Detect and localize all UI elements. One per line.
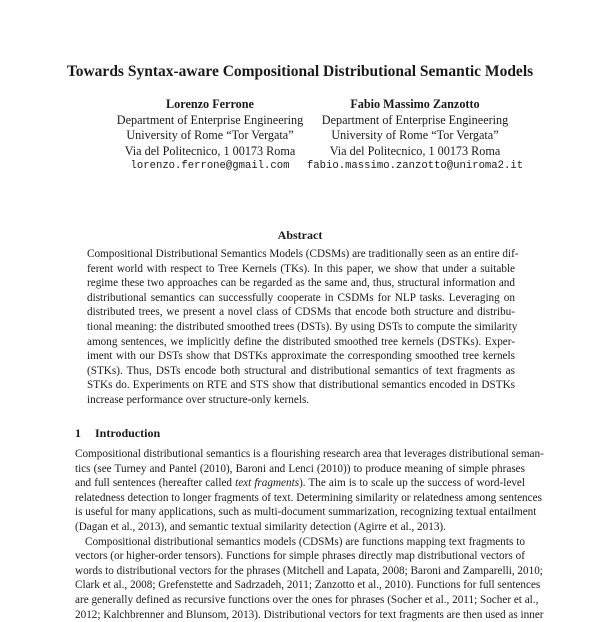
text-line: vectors (or higher-order tensors). Functions for simple phrases directly map distributional vectors of [75,550,525,563]
text-line: tional meaning: the distributed smoothed trees (DSTs). By using DSTs to compute the similarity [87,320,518,333]
text-line: regime these two approaches can be regarded as the same and, thus, structural information and [87,277,515,290]
introduction-body [75,447,544,622]
text-line: Compositional distributional semantics is a flourishing research area that leverages distributional seman- [75,448,544,460]
text-line: is useful for many applications, such as multi-document summarization, recognizing textual entailment [75,506,537,519]
author-address: Via del Politecnico, 1 00173 Roma [124,143,296,158]
abstract-heading: Abstract [277,228,323,242]
text-line: distributional semantics can successfully cooperate in CSDMs for NLP tasks. Leveraging on [87,291,515,304]
section-number: 1 [75,426,81,440]
author-block-2 [290,97,540,175]
text-line: words to distributional vectors for the phrases (Mitchell and Lapata, 2008; Baroni and Zamparelli, 2010; [75,564,543,577]
section-title: Introduction [95,426,161,440]
author-name: Lorenzo Ferrone [166,97,254,111]
author-name: Fabio Massimo Zanzotto [350,97,480,111]
text-line: ferent world with respect to Tree Kernels (TKs). In this paper, we show that under a suitable [87,262,515,275]
author-address: Via del Politecnico, 1 00173 Roma [329,143,501,158]
author-department: Department of Enterprise Engineering [116,112,304,127]
text-line: iment with our DSTs show that DSTKs approximate the corresponding smoothed tree kernels [87,350,515,363]
section-heading-introduction [75,426,160,441]
text-line: Compositional distributional semantics models (CDSMs) are functions mapping text fragments to [85,535,525,548]
text-line: Compositional Distributional Semantics Models (CDSMs) are traditionally seen as an entire dif- [87,248,519,260]
text-line: relatedness detection to longer fragments of text. Determining similarity or relatedness among sentences [75,491,542,504]
text-line: distributed trees, we present a novel class of CDSMs that encode both structure and distribu- [87,306,515,319]
text-line: STKs do. Experiments on RTE and STS show that distributional semantics encoded in DSTKs [87,379,515,392]
text-line: (STKs). Thus, DSTs encode both structural and distributional semantics of text fragments as [87,364,515,377]
author-email: lorenzo.ferrone@gmail.com [130,160,290,173]
author-university: University of Rome “Tor Vergata” [126,128,294,143]
paper-title: Towards Syntax-aware Compositional Distributional Semantic Models [66,63,534,80]
text-line: increase performance over structure-only kernels. [87,393,310,406]
author-email: fabio.massimo.zanzotto@uniroma2.it [306,160,524,173]
text-line: 2012; Kalchbrenner and Blunsom, 2013). Distributional vectors for text fragments are then used as inner [75,608,544,621]
author-department: Department of Enterprise Engineering [321,112,509,127]
text-line: Clark et al., 2008; Grefenstette and Sadrzadeh, 2011; Zanzotto et al., 2010). Functions for full sentences [75,579,541,592]
text-line: are generally defined as recursive functions over the ones for phrases (Socher et al., 2011; Socher et al., [75,593,539,606]
text-line: and full sentences (hereafter called text fragments). The aim is to scale up the success of word-level [75,477,525,490]
text-line: among sentences, we implicitly define the distributed smoothed tree kernels (DSTKs). Exper- [87,335,515,348]
text-line: tics (see Turney and Pantel (2010), Baroni and Lenci (2010)) to produce meaning of simple phrases [75,462,525,475]
author-university: University of Rome “Tor Vergata” [331,128,499,143]
text-line: (Dagan et al., 2013), and semantic textual similarity detection (Agirre et al., 2013). [75,520,446,533]
abstract-body [87,247,519,408]
